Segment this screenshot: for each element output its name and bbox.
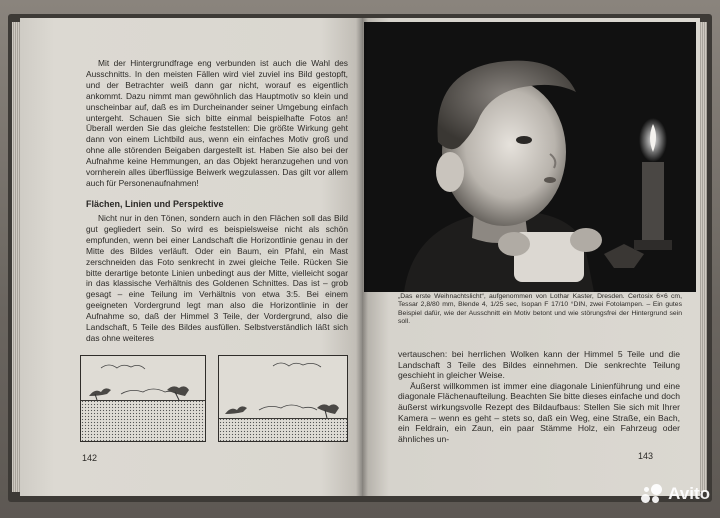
left-paragraph-2: Nicht nur in den Tönen, sondern auch in den Flächen soll das Bild gut gegliedert sein. So wird es beispielsweise nicht als schön empfunden, wenn bei einer Landschaft die Horizontlinie genau in der Mitte des Bildes verläuft. Oder ein Baum, ein Pfahl, ein Mast zerschneiden das Foto senkrecht in zwei gleiche Teile. Rücken Sie bitte derartige betonte Linien unbedingt aus der Mitte, vielleicht sogar in das klassische Verhältnis des Goldenen Schnittes. Das ist – grob gesagt – eine Teilung im Verhältnis von etwa 3:5. Bei einem geeigneten Vordergrund legt man also die Horizontlinie in der Aufnahme so, daß der Himmel 3 Teile, der Vordergrund, also die Landschaft, 5 Teile des Bildes ausfüllen. Selbstverständlich läßt sich das ohne weiteres xyxy=(86,213,348,343)
right-paragraph-1: vertauschen: bei herrlichen Wolken kann der Himmel 5 Teile und die Landschaft 3 Teile des Bildes einnehmen. Die senkrechte Teilung geschieht in gleicher Weise. xyxy=(398,349,680,381)
page-number-right: 143 xyxy=(638,451,654,461)
diagram-horizon-centered xyxy=(80,355,206,442)
photo-child-candle xyxy=(364,22,696,292)
avito-logo-icon xyxy=(641,484,663,504)
section-heading: Flächen, Linien und Perspektive xyxy=(86,199,224,209)
diagram-horizon-golden-ratio xyxy=(218,355,348,442)
foreground-hatch xyxy=(81,400,205,441)
left-text-block-2 xyxy=(86,213,348,344)
right-paragraph-2: Äußerst willkommen ist immer eine diagonale Linienführung und eine diagonale Flächenaufteilung. Beachten Sie bitte dieses einfache und doch äußerst wirkungsvolle Rezept des Bildaufbaus: Stellen Sie sich mit Ihrer Kamera – wenn es geht – stets so, daß ein Weg, eine Straße, ein Bach, ein Feldrain, ein Zaun, ein paar Stämme Holz, ein Fahrzeug oder ähnliches un- xyxy=(398,380,680,444)
page-number-left: 142 xyxy=(82,453,98,463)
foreground-hatch xyxy=(219,418,347,441)
watermark-brand: Avito xyxy=(668,484,710,503)
photo-caption: „Das erste Weihnachtslicht“, aufgenommen von Lothar Kaster, Dresden. Certosix 6×6 cm, Tessar 2,8/80 mm, Blende 4, 1/25 sec, Isopan F 17/10 °DIN, zwei Fotolampen. – Ein gutes Beispiel dafür, wie der Ausschnitt ein Motiv betont und wie störungsfrei der Hintergrund sein soll. xyxy=(398,293,682,326)
left-paragraph-1: Mit der Hintergrundfrage eng verbunden ist auch die Wahl des Ausschnitts. In den meisten Fällen wird viel zuviel ins Bild gestopft, und der Betrachter weiß dann gar nicht, worauf es eigentlich ankommt. Dazu nimmt man gewöhnlich das Hauptmotiv so klein und unscheinbar auf, daß es im Durcheinander seiner Umgebung einfach untergeht. Schauen Sie sich bitte einmal beispielhafte Fotos an! Überall werden Sie das gleiche feststellen: Die größte Wirkung geht dann von einem Lichtbild aus, wenn ein einfaches Motiv groß und ohne alle störenden Beigaben dargestellt ist. Haben Sie also bei der Aufnahme keine Hemmungen, an das Objekt heranzugehen und von vornherein alles überflüssige Beiwerk wegzulassen. Das gilt vor allem auch für Personenaufnahmen! xyxy=(86,58,348,188)
right-text-block xyxy=(398,349,680,444)
photo-illustration xyxy=(364,22,696,292)
page-edges-right xyxy=(699,22,707,492)
left-text-block-1 xyxy=(86,58,348,189)
book-gutter xyxy=(356,18,368,496)
avito-watermark xyxy=(641,484,710,504)
